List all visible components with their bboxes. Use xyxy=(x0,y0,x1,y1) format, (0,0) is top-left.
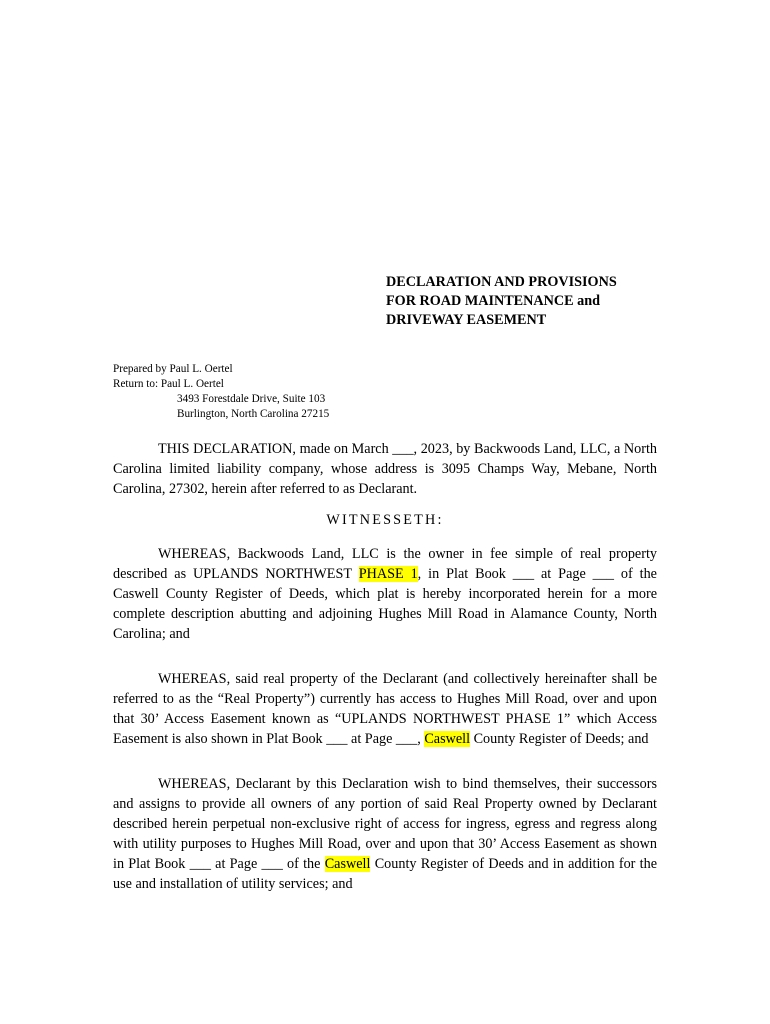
whereas-paragraph-2-block xyxy=(113,669,657,749)
highlighted-caswell-2: Caswell xyxy=(324,856,371,872)
title-line-2: FOR ROAD MAINTENANCE and xyxy=(386,293,601,309)
whereas-paragraph-2 xyxy=(113,669,657,749)
return-to: Return to: Paul L. Oertel xyxy=(113,378,224,390)
prepared-by: Prepared by Paul L. Oertel xyxy=(113,363,233,375)
whereas-paragraph-3-block xyxy=(113,774,657,894)
whereas-1-text-b: , in Plat Book ___ at Page ___ of the Caswell County Register of Deeds, which plat is hereby incorporated herein for a more complete description abutting and adjoining Hughes Mill Road in Alamance County, North Carolina; and xyxy=(113,566,657,642)
whereas-1-text-a: WHEREAS, Backwoods Land, LLC is the owner in fee simple of real property described as UPLANDS NORTHWEST xyxy=(113,546,657,582)
whereas-paragraph-1 xyxy=(113,544,657,644)
witnesseth-heading: WITNESSETH: xyxy=(326,512,444,528)
return-address-line-1: 3493 Forestdale Drive, Suite 103 xyxy=(177,393,326,405)
preparer-block xyxy=(113,362,513,422)
document-title xyxy=(386,273,686,330)
whereas-3-text-a: WHEREAS, Declarant by this Declaration wish to bind themselves, their successors and assigns to provide all owners of any portion of said Real Property owned by Declarant described herein perpetual non-exclusive right of access for ingress, egress and regress along with utility purposes to Hughes Mill Road, over and upon that 30’ Access Easement as shown in Plat Book ___ at Page ___ of the xyxy=(113,776,657,872)
intro-paragraph-block xyxy=(113,439,657,499)
whereas-3-text-b: County Register of Deeds and in addition for the use and installation of utility services; and xyxy=(113,856,657,892)
return-address-line-2: Burlington, North Carolina 27215 xyxy=(177,408,330,420)
whereas-paragraph-3 xyxy=(113,774,657,894)
highlighted-phase-1: PHASE 1 xyxy=(358,566,418,582)
whereas-2-text-a: WHEREAS, said real property of the Declarant (and collectively hereinafter shall be referred to as the “Real Property”) currently has access to Hughes Mill Road, over and upon that 30’ Access Easement known as “UPLANDS NORTHWEST PHASE 1” which Access Easement is also shown in Plat Book ___ at Page ___, xyxy=(113,671,657,747)
whereas-2-text-b: County Register of Deeds; and xyxy=(470,731,649,747)
highlighted-caswell-1: Caswell xyxy=(424,731,471,747)
whereas-paragraph-1-block xyxy=(113,544,657,644)
intro-paragraph: THIS DECLARATION, made on March ___, 2023, by Backwoods Land, LLC, a North Carolina limited liability company, whose address is 3095 Champs Way, Mebane, North Carolina, 27302, herein after referred to as Declarant. xyxy=(113,441,657,497)
title-line-1: DECLARATION AND PROVISIONS xyxy=(386,274,617,290)
title-line-3: DRIVEWAY EASEMENT xyxy=(386,312,547,328)
